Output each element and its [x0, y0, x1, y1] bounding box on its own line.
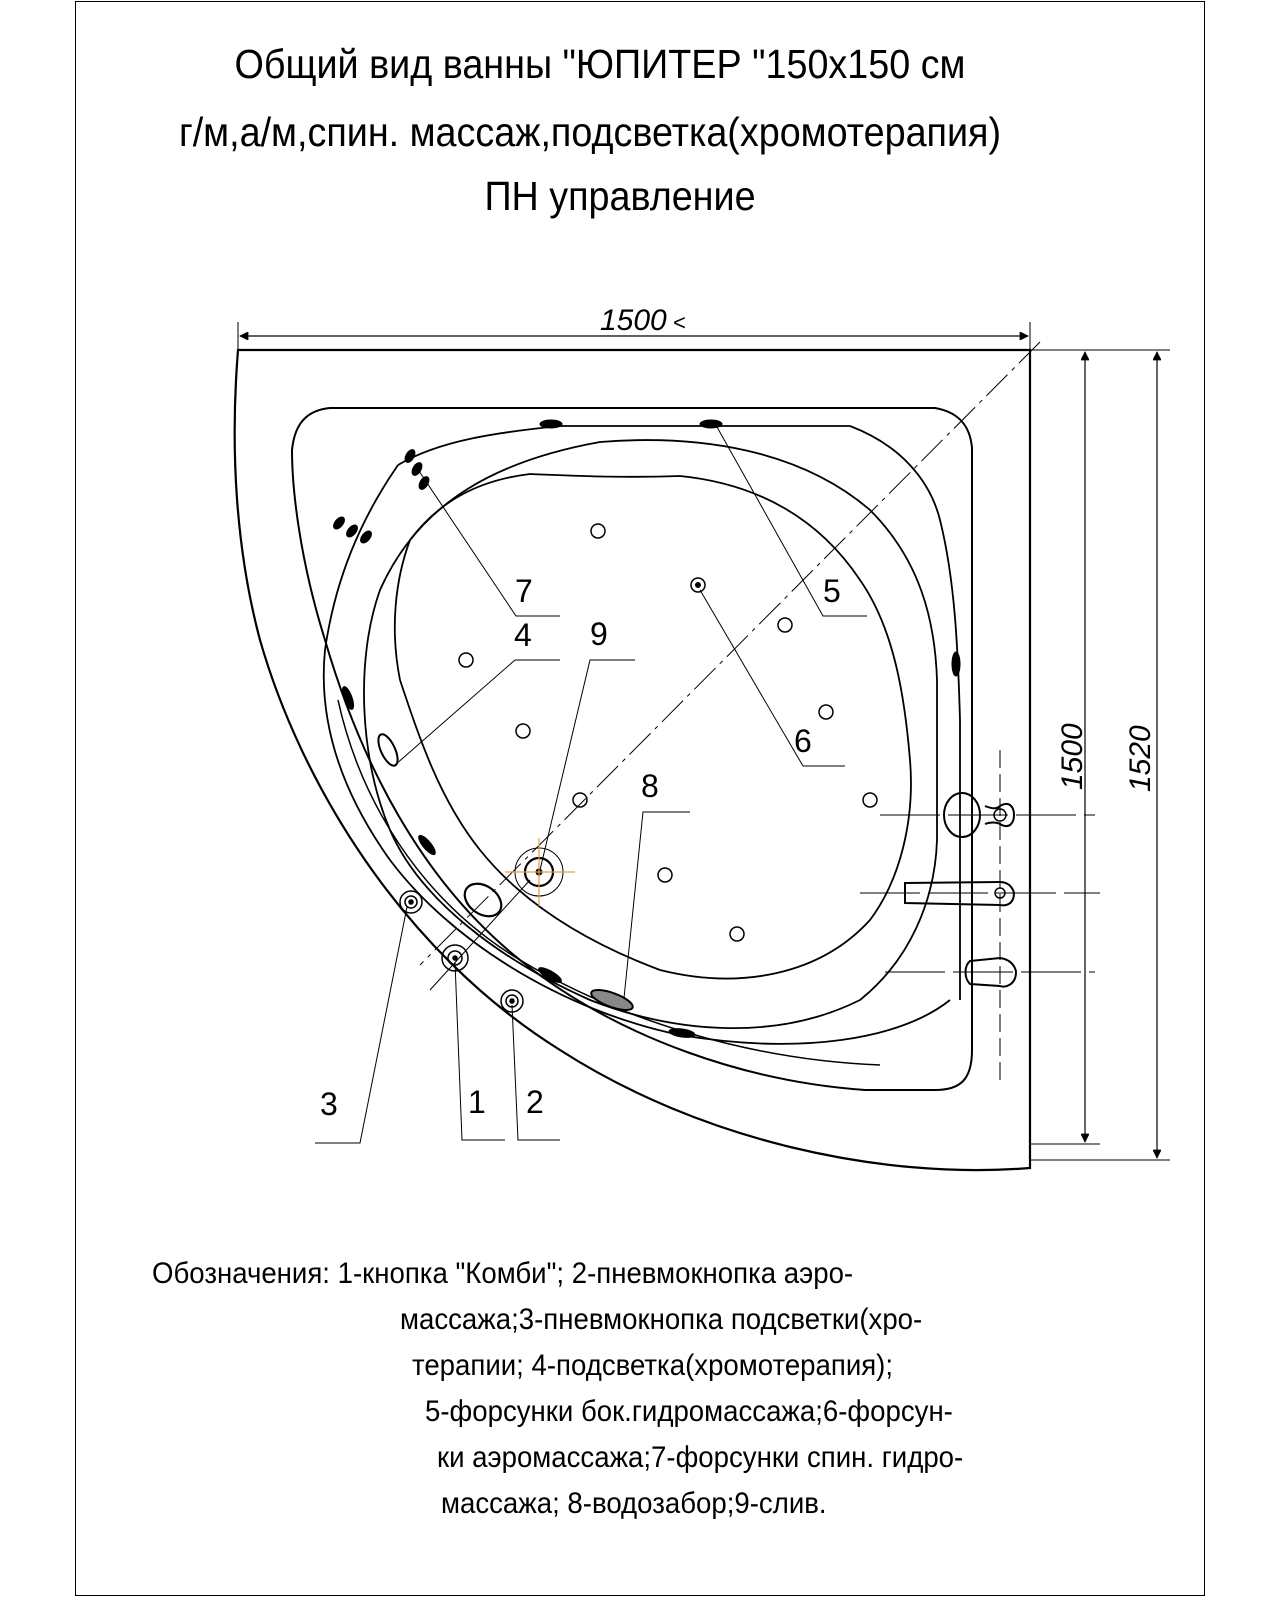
- callout-6: 6: [794, 723, 812, 759]
- width-dimension-label: 1500 <: [600, 304, 686, 337]
- title-line-3: ПН управление: [484, 173, 756, 219]
- air-jet-icon: [591, 524, 605, 538]
- callout-9: 9: [590, 616, 608, 652]
- callout-1: 1: [468, 1084, 486, 1120]
- air-jet-icon: [819, 705, 833, 719]
- inner-height-label: 1500: [1056, 723, 1089, 790]
- legend-line-2: массажа;3-пневмокнопка подсветки(хро-: [400, 1303, 923, 1336]
- light-button-icon: [400, 891, 422, 913]
- side-jet-icon: [416, 833, 438, 857]
- back-jets-lower: [331, 515, 373, 545]
- air-jet-icon: [459, 653, 473, 667]
- callout-2: 2: [526, 1084, 544, 1120]
- callout-leaders: [315, 427, 867, 1143]
- air-jet-icon: [730, 927, 744, 941]
- height-dimension-outer: [1030, 350, 1170, 1160]
- side-jet-icon: [952, 652, 960, 676]
- legend-line-3: терапии; 4-подсветка(хромотерапия);: [412, 1349, 894, 1382]
- button-axis: [430, 880, 530, 990]
- side-jet-icon: [700, 420, 722, 428]
- callout-4: 4: [514, 617, 532, 653]
- width-dimension: [238, 304, 1030, 352]
- callout-8: 8: [641, 768, 659, 804]
- callout-7: 7: [515, 573, 533, 609]
- air-jet-icon: [516, 724, 530, 738]
- outer-height-label: 1520: [1124, 725, 1157, 792]
- air-jet-icon: [658, 868, 672, 882]
- legend-line-6: массажа; 8-водозабор;9-слив.: [441, 1487, 827, 1520]
- title-line-2: г/м,а/м,спин. массаж,подсветка(хромотерапия): [178, 109, 1002, 155]
- legend-line-1: Обозначения: 1-кнопка "Комби"; 2-пневмокнопка аэро-: [152, 1257, 854, 1290]
- legend-line-5: ки аэромассажа;7-форсунки спин. гидро-: [437, 1441, 964, 1474]
- air-jet-icon: [863, 793, 877, 807]
- side-jet-icon: [340, 685, 356, 710]
- callout-5: 5: [823, 573, 841, 609]
- callout-3: 3: [320, 1086, 338, 1122]
- legend-line-4: 5-форсунки бок.гидромассажа;6-форсун-: [425, 1395, 953, 1428]
- side-jet-icon: [669, 1027, 696, 1039]
- height-dimension-inner: [1030, 350, 1100, 1144]
- title-line-1: Общий вид ванны "ЮПИТЕР "150x150 см: [234, 41, 966, 87]
- air-jet-icon: [778, 618, 792, 632]
- bowl-outer: [364, 440, 937, 1028]
- air-jet-marked-icon: [691, 578, 705, 592]
- side-jet-icon: [540, 420, 562, 428]
